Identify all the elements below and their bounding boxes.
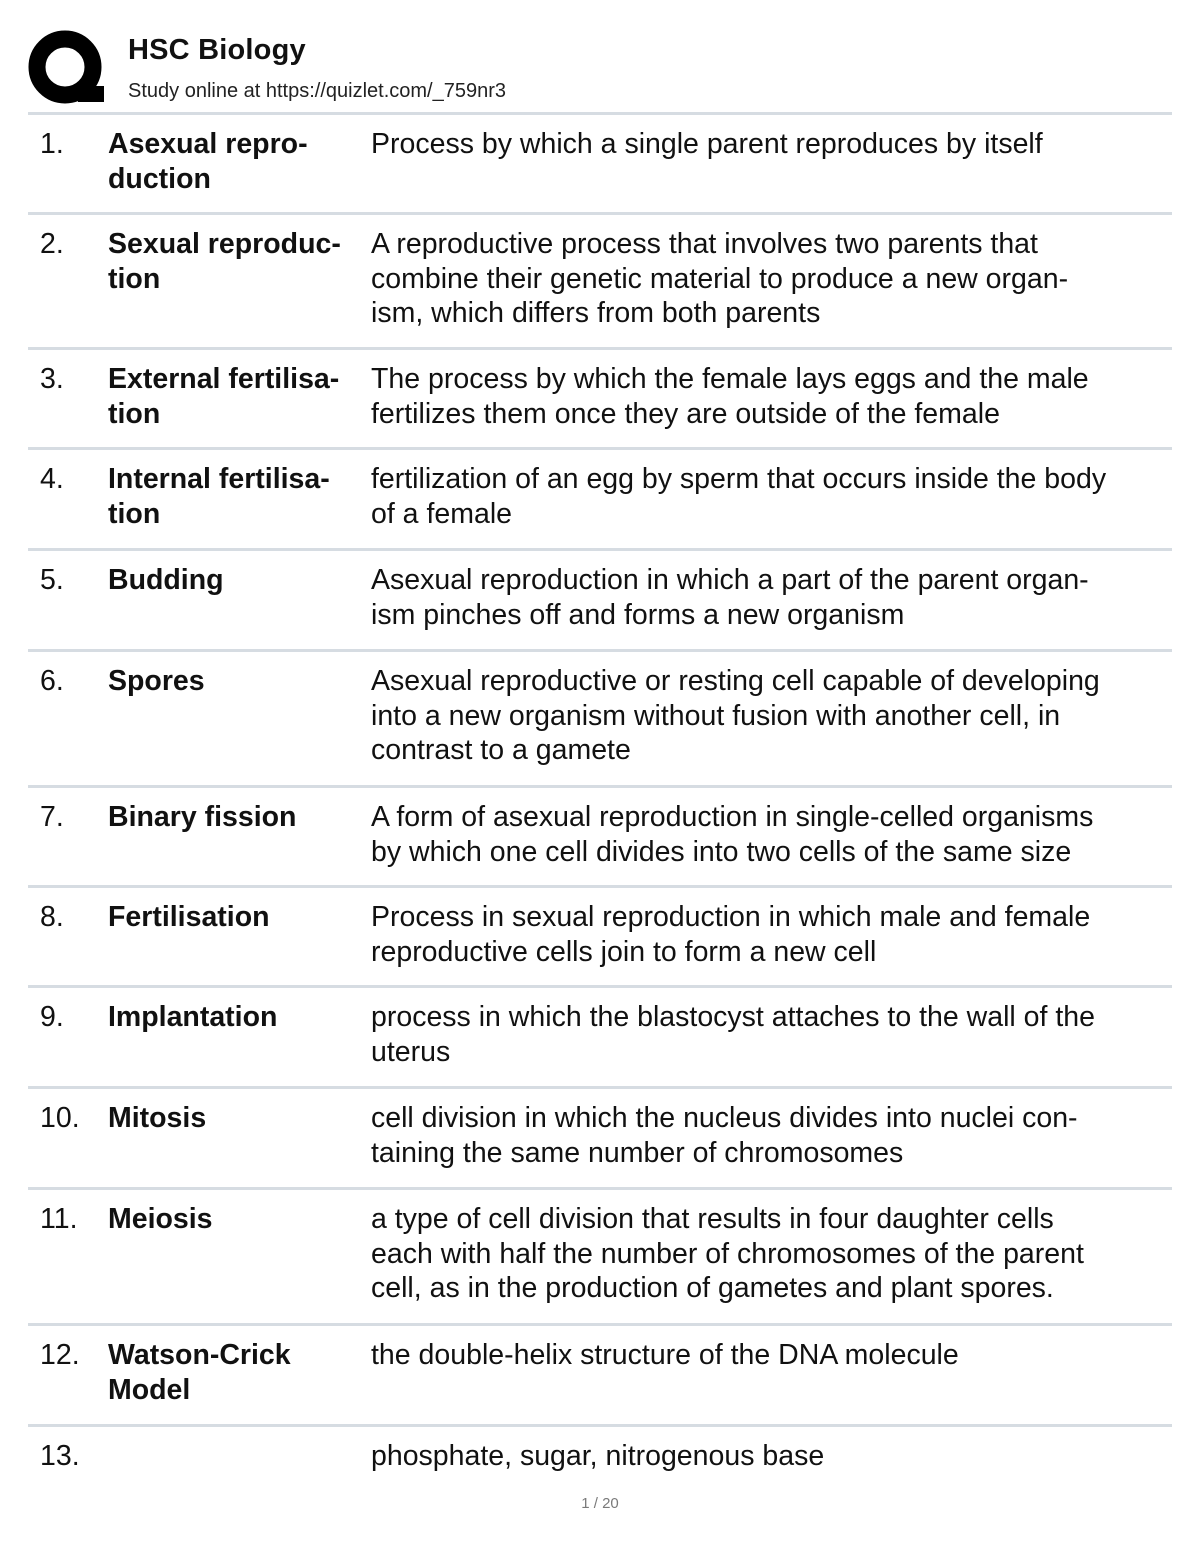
card-definition: Process in sexual reproduction in which male and female reproductive cells join to form a new cell (371, 901, 1091, 968)
card-term: Internal fertilisa- tion (108, 463, 330, 530)
card-definition: Asexual reproduction in which a part of the parent organ- ism pinches off and forms a new organism (371, 564, 1089, 631)
study-online-link[interactable]: Study online at https://quizlet.com/_759nr3 (128, 80, 507, 102)
card-definition: fertilization of an egg by sperm that occurs inside the body of a female (371, 463, 1107, 530)
card-term: Fertilisation (108, 901, 270, 933)
card-term: Implantation (108, 1001, 278, 1033)
flashcard-row (28, 1190, 1172, 1326)
card-number: 4. (40, 463, 64, 495)
card-number: 8. (40, 901, 64, 933)
deck-title: HSC Biology (128, 34, 306, 66)
card-term: Binary fission (108, 801, 297, 833)
card-number: 6. (40, 665, 64, 697)
card-number: 9. (40, 1001, 64, 1033)
flashcard-row (28, 652, 1172, 788)
flashcard-row (28, 215, 1172, 350)
card-term: Asexual repro- duction (108, 128, 308, 195)
card-number: 7. (40, 801, 64, 833)
card-number: 12. (40, 1339, 80, 1371)
flashcard-row (28, 888, 1172, 988)
card-definition: a type of cell division that results in four daughter cells each with half the number of chromosomes of the parent cell, as in the production of gametes and plant spores. (371, 1203, 1084, 1304)
flashcard-row (28, 788, 1172, 888)
flashcard-row (28, 1089, 1172, 1190)
card-number: 5. (40, 564, 64, 596)
flashcard-row (28, 988, 1172, 1089)
card-term: External fertilisa- tion (108, 363, 340, 430)
card-definition: The process by which the female lays eggs and the male fertilizes them once they are outside of the female (371, 363, 1089, 430)
card-term: Watson-Crick Model (108, 1339, 291, 1406)
card-number: 10. (40, 1102, 80, 1134)
flashcard-list (28, 115, 1172, 1489)
card-number: 11. (40, 1203, 78, 1235)
card-term: Meiosis (108, 1203, 213, 1235)
card-definition: cell division in which the nucleus divides into nuclei con- taining the same number of chromosomes (371, 1102, 1078, 1169)
card-definition: Process by which a single parent reproduces by itself (371, 128, 1043, 160)
card-number: 13. (40, 1440, 80, 1472)
card-definition: A form of asexual reproduction in single-celled organisms by which one cell divides into two cells of the same size (371, 801, 1094, 868)
page-header (28, 28, 1172, 112)
page-indicator: 1 / 20 (581, 1495, 619, 1512)
card-term: Mitosis (108, 1102, 207, 1134)
card-number: 1. (40, 128, 64, 160)
card-definition: phosphate, sugar, nitrogenous base (371, 1440, 825, 1472)
card-number: 3. (40, 363, 64, 395)
card-definition: Asexual reproductive or resting cell capable of developing into a new organism without fusion with another cell, in contrast to a gamete (371, 665, 1100, 766)
flashcard-row (28, 450, 1172, 551)
flashcard-row (28, 1326, 1172, 1427)
card-term: Budding (108, 564, 224, 596)
card-definition: the double-helix structure of the DNA molecule (371, 1339, 959, 1371)
card-definition: A reproductive process that involves two parents that combine their genetic material to produce a new organ- ism, which differs from both parents (371, 228, 1069, 329)
flashcard-row (28, 350, 1172, 450)
flashcard-row (28, 115, 1172, 215)
quizlet-logo-icon (28, 30, 106, 108)
card-term: Spores (108, 665, 205, 697)
card-definition: process in which the blastocyst attaches to the wall of the uterus (371, 1001, 1095, 1068)
card-number: 2. (40, 228, 64, 260)
card-term: Sexual reproduc- tion (108, 228, 341, 295)
flashcard-row (28, 1427, 1172, 1489)
flashcard-row (28, 551, 1172, 652)
